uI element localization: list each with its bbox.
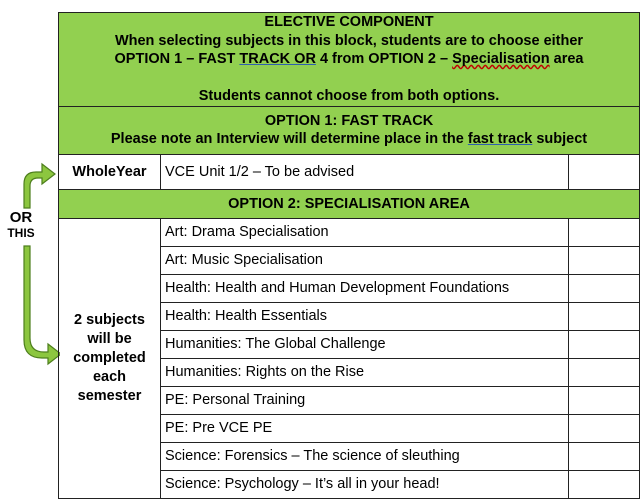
header-line4: Students cannot choose from both options. — [198, 88, 500, 105]
subject-choice-cell[interactable] — [569, 358, 640, 386]
or-this-arrow — [0, 0, 60, 504]
subject-name: Health: Health Essentials — [161, 302, 569, 330]
semester-label: 2 subjects will be completed each semester — [59, 218, 161, 498]
subject-row — [59, 218, 640, 246]
specialisation-text: Specialisation — [452, 51, 550, 68]
or-this-label — [4, 209, 38, 240]
subject-name: PE: Pre VCE PE — [161, 414, 569, 442]
elective-table — [58, 12, 640, 499]
subject-choice-cell[interactable] — [569, 470, 640, 498]
fast-track-text: fast track — [467, 131, 533, 148]
subject-name: PE: Personal Training — [161, 386, 569, 414]
track-or-text: TRACK OR — [239, 51, 316, 68]
whole-year-label: WholeYear — [59, 154, 161, 189]
header-row — [59, 13, 640, 107]
subject-choice-cell[interactable] — [569, 414, 640, 442]
subject-choice-cell[interactable] — [569, 218, 640, 246]
subject-choice-cell[interactable] — [569, 386, 640, 414]
or-text: OR — [9, 209, 33, 226]
option1-row — [59, 106, 640, 154]
option1-header — [59, 106, 640, 154]
elective-header — [59, 13, 640, 107]
subject-name: Health: Health and Human Development Foundations — [161, 274, 569, 302]
subject-name: Art: Music Specialisation — [161, 246, 569, 274]
subject-choice-cell[interactable] — [569, 330, 640, 358]
subject-name: Art: Drama Specialisation — [161, 218, 569, 246]
subject-name: Humanities: Rights on the Rise — [161, 358, 569, 386]
header-line3: OPTION 1 – FAST TRACK OR 4 from OPTION 2 – Specialisation area — [114, 51, 584, 68]
subject-choice-cell[interactable] — [569, 442, 640, 470]
option2-header: OPTION 2: SPECIALISATION AREA — [59, 189, 640, 218]
whole-year-row — [59, 154, 640, 189]
option1-title: OPTION 1: FAST TRACK — [264, 112, 434, 129]
whole-year-subject: VCE Unit 1/2 – To be advised — [161, 154, 569, 189]
subject-choice-cell[interactable] — [569, 246, 640, 274]
subject-name: Science: Forensics – The science of sleuthing — [161, 442, 569, 470]
option2-row — [59, 189, 640, 218]
subject-choice-cell[interactable] — [569, 302, 640, 330]
whole-year-choice-cell[interactable] — [569, 154, 640, 189]
option1-note: Please note an Interview will determine place in the fast track subject — [110, 131, 588, 148]
subject-name: Humanities: The Global Challenge — [161, 330, 569, 358]
subject-name: Science: Psychology – It’s all in your head! — [161, 470, 569, 498]
header-line2: When selecting subjects in this block, students are to choose either — [114, 32, 584, 49]
subject-choice-cell[interactable] — [569, 274, 640, 302]
this-text: THIS — [7, 226, 35, 240]
header-title: ELECTIVE COMPONENT — [264, 14, 434, 31]
